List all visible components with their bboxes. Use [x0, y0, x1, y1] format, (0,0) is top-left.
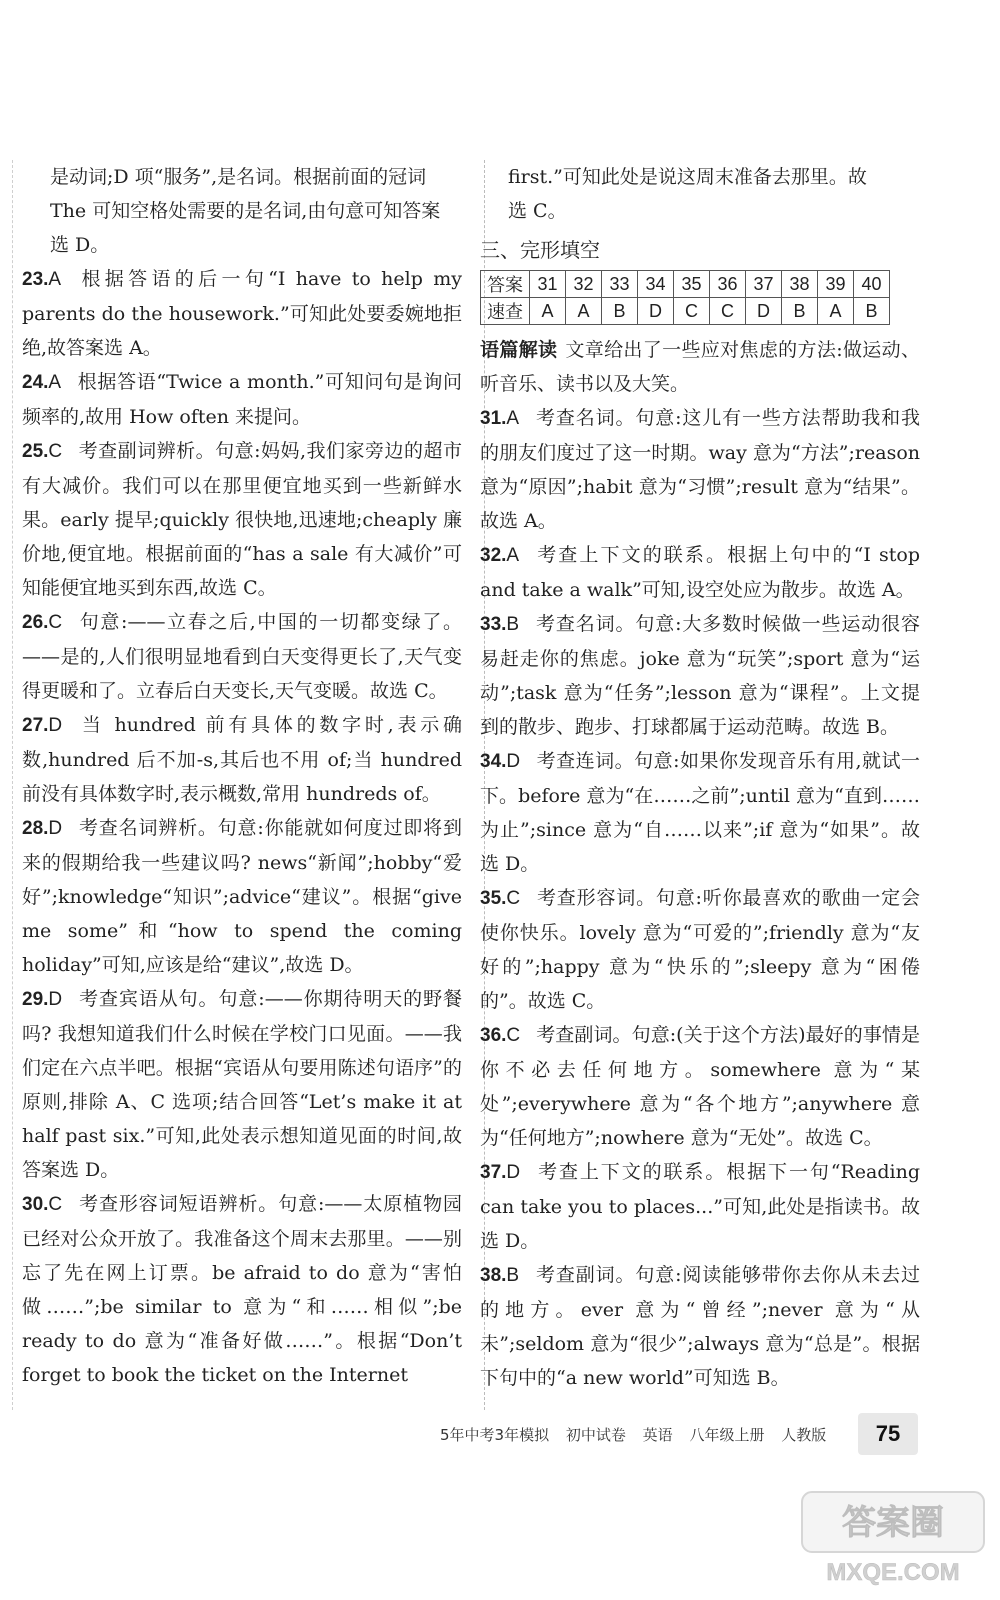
item-answer: C [48, 1194, 63, 1215]
table-cell: 40 [854, 271, 890, 298]
item-answer: C [506, 1025, 521, 1046]
passage-label: 语篇解读 [480, 339, 558, 361]
table-cell: D [746, 298, 782, 325]
item-explanation: 考查宾语从句。句意:——你期待明天的野餐吗? 我想知道我们什么时候在学校门口见面。——我们定在六点半吧。根据“宾语从句要用陈述句语序”的原则,排除 A、C 选项;结合回答“Let’s make it at half past six.”可知,此处表示想知道见面的时间,故答案选 D。 [22, 988, 462, 1181]
item-number: 31. [480, 408, 507, 429]
item-number: 29. [22, 989, 49, 1010]
item-number: 33. [480, 614, 507, 635]
item-explanation: 考查连词。句意:如果你发现音乐有用,就试一下。before 意为“在……之前”;until 意为“直到……为止”;since 意为“自……以来”;if 意为“如果”。故选 D。 [480, 750, 920, 875]
item-explanation: 考查名词。句意:这儿有一些方法帮助我和我的朋友们度过了这一时期。way 意为“方法”;reason 意为“原因”;habit 意为“习惯”;result 意为“结果”。故选 A。 [480, 407, 920, 532]
item-explanation: 句意:——立春之后,中国的一切都变绿了。——是的,人们很明显地看到白天变得更长了,天气变得更暖和了。立春后白天变长,天气变暖。故选 C。 [22, 611, 462, 702]
answer-item-31 [480, 401, 920, 538]
answer-item-24 [22, 365, 462, 434]
left-margin-rule [12, 160, 13, 1410]
item-number: 27. [22, 715, 49, 736]
answer-item-38 [480, 1258, 920, 1395]
watermark-url-text: MXQE.COM [826, 1559, 960, 1586]
table-cell: 36 [710, 271, 746, 298]
table-cell: B [602, 298, 638, 325]
table-cell: 35 [674, 271, 710, 298]
table-row-label: 答案 [481, 271, 530, 298]
table-cell: 37 [746, 271, 782, 298]
answer-item-28 [22, 811, 462, 982]
passage-summary [480, 333, 920, 401]
item-explanation: 考查形容词短语辨析。句意:——太原植物园已经对公众开放了。我准备这个周末去那里。——别忘了先在网上订票。be afraid to do 意为“害怕做……”;be similar to 意为“和……相似”;be ready to do 意为“准备好做……”。根据“Don’t forget to book the ticket on the Internet [22, 1193, 462, 1386]
table-cell: 39 [818, 271, 854, 298]
footer-edition: 人教版 [781, 1426, 827, 1444]
watermark-logo [798, 1488, 988, 1588]
item-explanation: 考查上下文的联系。根据上句中的“I stop and take a walk”可知,设空处应为散步。故选 A。 [480, 544, 920, 601]
answer-item-26 [22, 605, 462, 708]
item-answer: A [506, 408, 520, 429]
answer-item-23 [22, 262, 462, 365]
item-answer: C [506, 888, 521, 909]
item-explanation: 考查副词辨析。句意:妈妈,我们家旁边的超市有大减价。我们可以在那里便宜地买到一些新鲜水果。early 提早;quickly 很快地,迅速地;cheaply 廉价地,便宜地。根据前面的“has a sale 有大减价”可知能便宜地买到东西,故选 C。 [22, 440, 462, 599]
item-answer: C [48, 612, 63, 633]
item-number: 38. [480, 1265, 507, 1286]
table-cell: C [674, 298, 710, 325]
table-cell: B [782, 298, 818, 325]
item-explanation: 根据答语的后一句“I have to help my parents do the housework.”可知此处要委婉地拒绝,故答案选 A。 [22, 268, 462, 359]
item-explanation: 考查名词。句意:大多数时候做一些运动很容易赶走你的焦虑。joke 意为“玩笑”;sport 意为“运动”;task 意为“任务”;lesson 意为“课程”。上文提到的散步、跑步、打球都属于运动范畴。故选 B。 [480, 613, 920, 738]
item-answer: D [48, 989, 63, 1010]
table-row-numbers [481, 271, 890, 298]
answer-item-37 [480, 1155, 920, 1258]
item-answer: A [48, 372, 62, 393]
table-row-label: 速查 [481, 298, 530, 325]
item-answer: A [506, 545, 520, 566]
item-explanation: 考查名词辨析。句意:你能就如何度过即将到来的假期给我一些建议吗? news“新闻”;hobby“爱好”;knowledge“知识”;advice“建议”。根据“give me some”和“how to spend the coming holiday”可知,应该是给“建议”,故选 D。 [22, 817, 462, 976]
item-answer: B [506, 614, 520, 635]
intro-line-3: 选 D。 [50, 234, 110, 256]
item-answer: A [48, 269, 62, 290]
item-number: 32. [480, 545, 507, 566]
footer-type: 初中试卷 [565, 1426, 626, 1444]
intro-line-1: 是动词;D 项“服务”,是名词。根据前面的冠词 [50, 166, 427, 188]
answer-item-36 [480, 1018, 920, 1155]
continued-line-2: 选 C。 [508, 200, 567, 222]
table-cell: 33 [602, 271, 638, 298]
right-column [480, 160, 920, 1395]
table-cell: A [818, 298, 854, 325]
answer-item-25 [22, 434, 462, 605]
footer-series: 5年中考3年模拟 [440, 1426, 550, 1444]
table-cell: 38 [782, 271, 818, 298]
item-number: 23. [22, 269, 49, 290]
item-number: 24. [22, 372, 49, 393]
item-number: 37. [480, 1162, 507, 1183]
item-answer: C [48, 441, 63, 462]
item-explanation: 考查形容词。句意:听你最喜欢的歌曲一定会使你快乐。lovely 意为“可爱的”;friendly 意为“友好的”;happy 意为“快乐的”;sleepy 意为“困倦的”。故选 C。 [480, 887, 920, 1012]
item-number: 36. [480, 1025, 507, 1046]
answer-item-34 [480, 744, 920, 881]
table-cell: B [854, 298, 890, 325]
answer-item-32 [480, 538, 920, 607]
page-footer [440, 1418, 920, 1452]
left-column [22, 160, 462, 1392]
item-answer: D [506, 751, 521, 772]
table-cell: 34 [638, 271, 674, 298]
table-cell: D [638, 298, 674, 325]
table-row-answers [481, 298, 890, 325]
answer-item-33 [480, 607, 920, 744]
answer-table [480, 270, 920, 325]
table-cell: A [530, 298, 566, 325]
table-cell: A [566, 298, 602, 325]
watermark-cn-text: 答案圈 [842, 1503, 944, 1543]
item-answer: D [48, 818, 63, 839]
answer-item-29 [22, 982, 462, 1187]
answer-item-27 [22, 708, 462, 811]
item-explanation: 根据答语“Twice a month.”可知问句是询问频率的,故用 How often 来提问。 [22, 371, 462, 428]
intro-line-2: The 可知空格处需要的是名词,由句意可知答案 [50, 200, 441, 222]
table-cell: 32 [566, 271, 602, 298]
answer-item-30 [22, 1187, 462, 1392]
table-cell: 31 [530, 271, 566, 298]
item-number: 35. [480, 888, 507, 909]
answer-item-35 [480, 881, 920, 1018]
item-answer: D [506, 1162, 521, 1183]
item-explanation: 考查上下文的联系。根据下一句“Reading can take you to places...”可知,此处是指读书。故选 D。 [480, 1161, 920, 1252]
item-explanation: 当 hundred 前有具体的数字时,表示确数,hundred 后不加-s,其后也不用 of;当 hundred 前没有具体数字时,表示概数,常用 hundreds of。 [22, 714, 462, 805]
item-answer: D [48, 715, 63, 736]
item-number: 25. [22, 441, 49, 462]
item-number: 28. [22, 818, 49, 839]
item-answer: B [506, 1265, 520, 1286]
continued-line-1: first.”可知此处是说这周末准备去那里。故 [508, 166, 867, 188]
item-explanation: 考查副词。句意:(关于这个方法)最好的事情是你不必去任何地方。somewhere 意为“某处”;everywhere 意为“各个地方”;anywhere 意为“任何地方”;nowhere 意为“无处”。故选 C。 [480, 1024, 920, 1149]
item-number: 30. [22, 1194, 49, 1215]
footer-grade: 八年级上册 [689, 1426, 765, 1444]
item-explanation: 考查副词。句意:阅读能够带你去你从未去过的地方。ever 意为“曾经”;never 意为“从未”;seldom 意为“很少”;always 意为“总是”。根据下句中的“a new world”可知选 B。 [480, 1264, 920, 1389]
section-title: 三、完形填空 [480, 238, 600, 262]
item-number: 26. [22, 612, 49, 633]
passage-text: 文章给出了一些应对焦虑的方法:做运动、听音乐、读书以及大笑。 [480, 339, 920, 395]
item-number: 34. [480, 751, 507, 772]
page-number: 75 [858, 1413, 918, 1455]
table-cell: C [710, 298, 746, 325]
footer-subject: 英语 [642, 1426, 673, 1444]
